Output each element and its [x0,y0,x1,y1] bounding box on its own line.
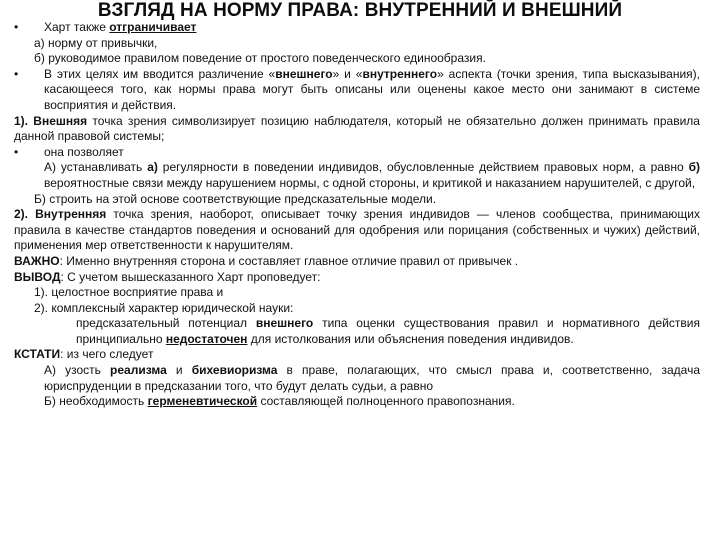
note-important: ВАЖНО: Именно внутренняя сторона и составляет главное отличие правил от привычек . [14,253,519,268]
note-conclusion: ВЫВОД: С учетом вышесказанного Харт проповедует: [14,269,321,284]
item-rule-behavior: б) руководимое правилом поведение от простого поведенческого единообразия. [34,51,486,66]
label-important: ВАЖНО [14,253,60,268]
slide-title: ВЗГЛЯД НА НОРМУ ПРАВА: ВНУТРЕННИЙ И ВНЕШНИЙ [97,0,623,21]
emphasis-distinguishes: отграничивает [109,20,197,34]
byway-item-b: Б) необходимость герменевтической составляющей полноценного правопознания. [44,394,515,409]
point-external-view: 1). Внешняя точка зрения символизирует позицию наблюдателя, который не обязательно должен принимать правила данной правовой системы; [14,113,700,144]
byway-item-a: А) узость реализма и бихевиоризма в праве, полагающих, что смысл права и, соответственно, задача юриспруденции в предсказании того, что будут делать судьи, а равно [44,363,700,393]
label-by-the-way: КСТАТИ [14,347,61,362]
bullet-aspects: • В этих целях им вводится различение «внешнего» и «внутреннего» аспекта (точки зрения, типа высказывания), касающееся того, как нормы права могут быть описаны или оценены какое место они занимают в системе восприятия и действия. [14,66,701,112]
note-by-the-way: КСТАТИ: из чего следует [14,347,154,362]
emphasis-insufficient: недостаточен [165,331,248,346]
conclusion-item-2: 2). комплексный характер юридической науки: [34,300,294,315]
bullet-dot-icon: • [14,20,19,34]
item-norm-habit: а) норму от привычки, [34,35,158,50]
bullet-dot-icon: • [14,144,19,159]
bullet-dot-icon: • [14,66,19,81]
emphasis-hermeneutic: герменевтической [147,394,258,409]
point-internal-view: 2). Внутренняя точка зрения, наоборот, описывает точку зрения индивидов — членов сообщества, принимающих правила в качестве стандартов поведения и оснований для одобрения или порицания (собственных и чужих) действий, применения мер ответственности к нарушителям. [14,207,701,253]
conclusion-detail: предсказательный потенциал внешнего типа оценки существования правил и нормативного действия принципиально недостаточен для истолкования или объяснения поведения индивидов. [76,316,700,346]
slide-body [14,20,700,410]
term-external: Внешняя [33,113,88,128]
item-regularities: А) устанавливать а) регулярности в поведении индивидов, обусловленные действием правовых норм, а равно б) вероятностные связи между нарушением нормы, с одной стороны, и критикой и наказанием нарушителей, с другой, [44,160,700,190]
bullet-distinguishes: • Харт также отграничивает [14,20,197,34]
term-internal: Внутренняя [35,207,107,222]
bullet-allows: • она позволяет [14,144,124,159]
label-conclusion: ВЫВОД [14,269,61,284]
item-models: Б) строить на этой основе соответствующие предсказательные модели. [34,191,437,206]
conclusion-item-1: 1). целостное восприятие права и [34,285,224,300]
